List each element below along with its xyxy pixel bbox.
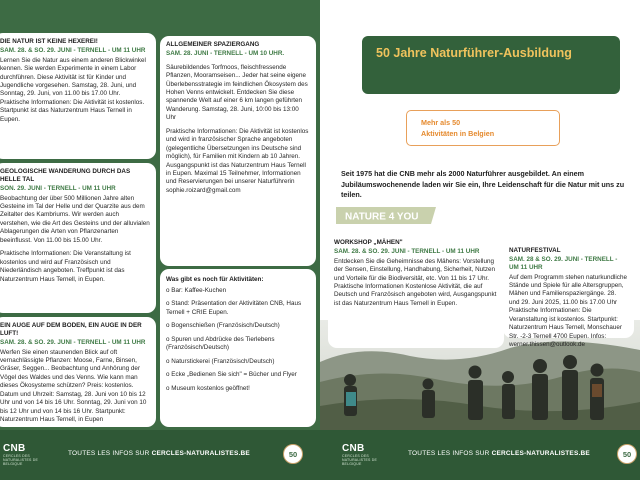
anniversary-badge: 50 — [617, 444, 637, 464]
highlight-line-1: Mehr als 50 — [421, 118, 461, 127]
title-banner — [362, 36, 620, 94]
list-item: o Ecke „Bedienen Sie sich" = Bücher und Flyer — [166, 371, 297, 379]
list-item: o Museum kostenlos geöffnet! — [166, 384, 250, 392]
activity-card-auge-auf-dem-boden — [0, 317, 156, 427]
card-paragraph: Entdecken Sie die Geheimnisse des Mähens: Vorstellung der Sensen, Einstellung, Handhabung, Sicherheit, Nutzen und Vorteile für die Biodiversität, etc. Von 11 bis 17 Uhr. Praktische Informationen Kostenlose Aktivität, die auf Deutsch und Französisch angeboten wird, Ausgangspunkt ist das Naturzentrum Haus Ternell in Eupen. — [334, 257, 497, 307]
card-date: SAM. 28. & SO. 29. JUNI - TERNELL - UM 11 UHR — [0, 338, 146, 346]
cnb-logo — [3, 443, 51, 466]
anniversary-badge: 50 — [283, 444, 303, 464]
card-body — [509, 274, 628, 350]
logo-text: CNB — [342, 443, 365, 454]
card-date: SAM. 28. & SO. 29. JUNI - TERNELL - UM 11 UHR — [334, 247, 480, 255]
list-item: o Bar: Kaffee-Kuchen — [166, 287, 227, 294]
activity-card-workshop-maehen — [328, 234, 504, 348]
highlight-text — [421, 117, 494, 139]
nature-badge-text: NATURE 4 YOU — [345, 211, 419, 223]
footer-info-text — [408, 450, 590, 457]
card-paragraph: Säurebildendes Torfmoos, fleischfressende Pflanzen, Mooramseisen... Jeder hat seine eigene Überlebensstrategie im feindlichen Ökosystem des Hohen Venns entwickelt. Entdecken Sie diese spannende Welt auf einer 6 km langen geführten Wanderung. Samstag, 28. Juni, 10:00 bis 13:00 Uhr — [166, 63, 308, 122]
more-activities-card — [160, 269, 316, 427]
card-body — [334, 258, 498, 309]
logo-subtext: CERCLES DES NATURALISTES DE BELGIQUE — [342, 454, 378, 466]
card-date: SAM. 28 & SO. 29. JUNI - TERNELL - UM 11 UHR — [509, 255, 618, 271]
card-paragraph: Praktische Informationen: Die Veranstaltung ist kostenlos und wird auf Französisch und Niederländisch angeboten. Treffpunkt ist das Naturzentrum Haus Ternell, in Eupen. — [0, 250, 131, 283]
card-title: ALLGEMEINER SPAZIERGANG — [166, 41, 260, 48]
card-date: SAM. 28. JUNI - TERNELL - UM 10 UHR. — [166, 49, 285, 57]
card-paragraph: Beobachtung der über 500 Millionen Jahre alten Gesteine im Tal der Helle und der Quarzite aus dem Zeitalter des Kambriums. Wir werden auch verstehen, wie die Art des Gesteins und der alluvialen Ablagerungen die Arten von Pflanzenarten beeinflusst. Von 11.00 bis 15.00 Uhr. — [0, 194, 150, 244]
left-footer — [0, 430, 320, 480]
activity-card-hexerei — [0, 33, 156, 159]
activity-card-geologische-wanderung — [0, 163, 156, 313]
more-activities-list — [166, 287, 310, 393]
logo-text: CNB — [3, 443, 26, 454]
card-body — [166, 64, 310, 196]
page-title: 50 Jahre Naturführer-Ausbildung — [376, 46, 572, 60]
activity-card-naturfestival — [503, 242, 634, 349]
list-item: o Stand: Präsentation der Aktivitäten CNB, Haus Ternell + CRIE Eupen. — [166, 300, 302, 316]
list-item: o Naturstickerei (Französisch/Deutsch) — [166, 357, 275, 365]
footer-info-text — [68, 450, 250, 457]
card-title: EIN AUGE AUF DEM BODEN, EIN AUGE IN DER LUFT! — [0, 322, 142, 337]
card-title: GEOLOGISCHE WANDERUNG DURCH DAS HELLE TAL — [0, 168, 131, 183]
intro-paragraph: Seit 1975 hat die CNB mehr als 2000 Naturführer ausgebildet. An einem Jubiläumswochenende laden wir Sie ein, Ihre Leidenschaft für die Natur mit uns zu teilen. — [341, 169, 625, 200]
list-item: o Spuren und Abdrücke des Tierlebens (Französisch/Deutsch) — [166, 335, 275, 352]
nature-4-you-badge — [336, 207, 436, 224]
cnb-logo — [342, 443, 390, 466]
card-date: SAM. 28. & SO. 29. JUNI - TERNELL - UM 11 UHR — [0, 46, 146, 54]
logo-subtext: CERCLES DES NATURALISTES DE BELGIQUE — [3, 454, 39, 466]
footer-website-link[interactable]: CERCLES-NATURALISTES.BE — [491, 450, 590, 457]
card-paragraph: Praktische Informationen: Die Aktivität ist kostenlos und wird in französischer Sprache angeboten (gelegentliche Übersetzungen ins Deutsche sind möglich), für Familien mit Kindern ab 10 Jahren. Ausgangspunkt ist das Naturzentrum Haus Ternell in Eupen. Maximal 15 Teilnehmer, Informationen und Reservierungen bei unserer Naturführerin sophie.roizard@gmail.com — [166, 127, 309, 194]
right-footer — [320, 430, 640, 480]
card-body — [0, 349, 150, 425]
card-paragraph: Auf dem Programm stehen naturkundliche Stände und Spiele für alle Altersgruppen, Mähen und Familienspaziergänge. 28. und 29. Juni 2025, 11.00 bis 17.00 Uhr Praktische Informationen: Die Veranstaltung ist kostenlos. Startpunkt: Naturzentrum Haus Ternell, Monschauer Str. -2-3 Ternell 4700 Eupen. Infos: werner.thissen@outlook.de — [509, 273, 627, 349]
activity-card-allgemeiner-spaziergang — [160, 36, 316, 266]
activities-highlight-box — [406, 110, 560, 146]
card-body — [0, 195, 150, 284]
card-date: SON. 29. JUNI - TERNELL - UM 11 UHR — [0, 184, 116, 192]
card-paragraph: Lernen Sie die Natur aus einem anderen Blickwinkel kennen. Sie werden Experimente in einem Labor durchführen. Diese Aktivität ist für Kinder und Jugendliche vorgesehen. Samstag, 28. Juni, und Sonntag, 29. Juni, von 11.00 bis 17.00 Uhr. Praktische Informationen: Die Aktivität ist kostenlos. Startpunkt ist das Naturzentrum Haus Ternell in Eupen. — [0, 56, 146, 123]
card-paragraph: Werfen Sie einen staunenden Blick auf oft vernachlässigte Pflanzen: Moose, Farne, Binsen, Gräser, Seggen... Beobachtung und Anhörung der Vögel des Waldes und des Venns. Wie kann man dieses Ökosysteme schützen? Preis: kostenlos. Datum und Uhrzeit: Samstag, 28. Juni von 10 bis 12 Uhr und von 14 bis 16 Uhr. Sonntag, 29. Juni von 10 bis 12 Uhr und von 14 bis 16 Uhr. Startpunkt: Naturzentrum Haus Ternell, in Eupen — [0, 348, 147, 424]
highlight-line-2: Aktivitäten in Belgien — [421, 129, 495, 139]
card-title: DIE NATUR IST KEINE HEXEREI! — [0, 38, 98, 45]
more-activities-title: Was gibt es noch für Aktivitäten: — [166, 276, 264, 283]
footer-prefix: TOUTES LES INFOS SUR — [68, 450, 150, 457]
list-item: o Bogenschießen (Französisch/Deutsch) — [166, 322, 280, 330]
right-brochure-panel — [320, 0, 640, 480]
footer-website-link[interactable]: CERCLES-NATURALISTES.BE — [151, 450, 250, 457]
card-title: NATURFESTIVAL — [509, 247, 561, 254]
footer-prefix: TOUTES LES INFOS SUR — [408, 450, 490, 457]
card-title: WORKSHOP „MÄHEN" — [334, 239, 403, 246]
card-body — [0, 57, 150, 125]
